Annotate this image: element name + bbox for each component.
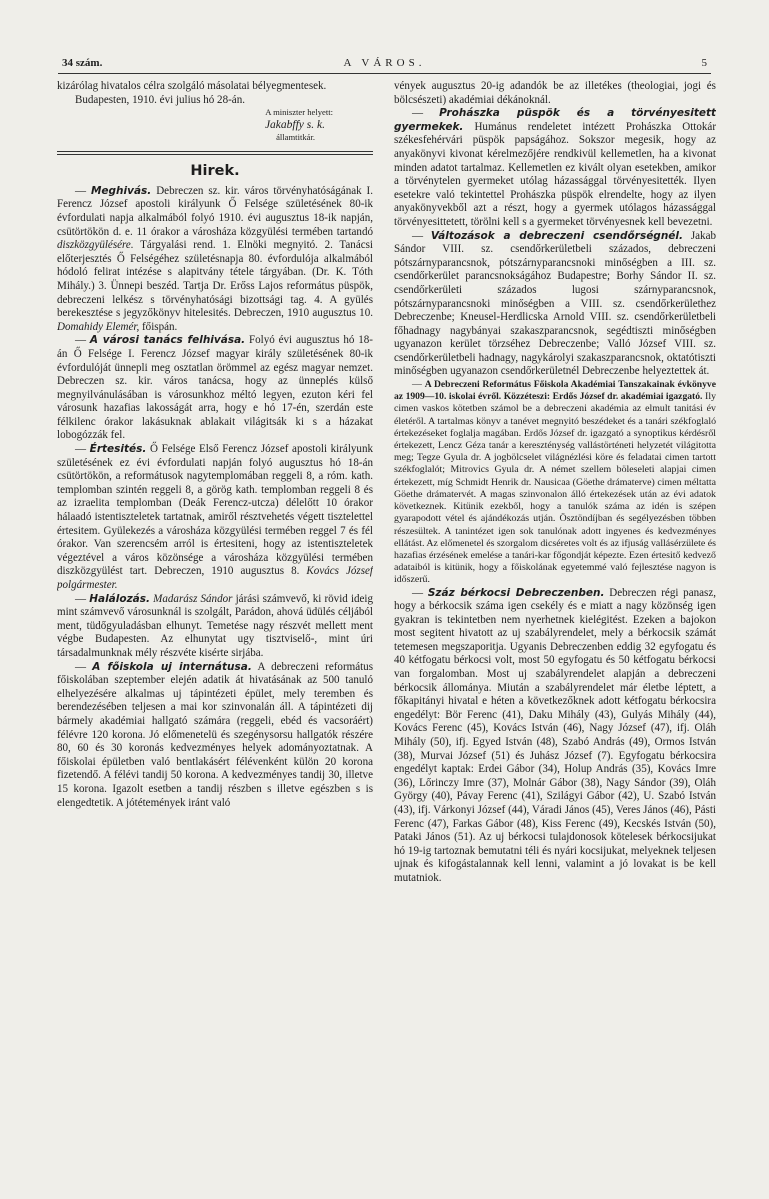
article-heading: A főiskola uj internátusa.: [92, 660, 252, 673]
article-signature: Kovács József polgármester.: [57, 565, 373, 591]
article-emphasis: diszközgyülésére.: [57, 239, 134, 252]
article-halalozas: — Halálozás. Madarász Sándor járási számvevő, ki rövid ideig mint számvevő városunknál is szolgált, Parádon, ahová üdülés céljából ment, tüdőgyuladásban elhunyt. Temetése nagy részvét mellett ment végbe Budapesten. Az elhunytat ugy tisztviselő-, mint úri társadalmunknak mély részvéte kisérte sirjába.: [57, 592, 373, 659]
article-meghivas: — Meghivás. Debreczen sz. kir. város törvényhatóságának I. Ferencz József apostoli királyunk Ő Felsége születésének 80-ik évfordulati napja alkalmából folyó 1910. évi augusztus 18-ik napján, csütörtökön d. e. 11 órakor a városháza közgyülési termében tartandó diszközgyülésére. Tárgyalási rend. 1. Elnöki megnyitó. 2. Tanácsi előterjesztés Ő Felségéhez születésnapja 80. évfordulója alkalmából hódoló felirat intézése s alapitvány tétele tárgyában. (Dr. K. Tóth Mihály.) 3. Ünnepi beszéd. Tartja Dr. Erőss Lajos református püspök, debreczeni lelkész s törvényhatósági bizottsági tag. 4. A gyülés berekesztése s jegyzőkönyv hitelesités. Debreczen, 1910 augusztus 10. Domahidy Elemér, főispán.: [57, 184, 373, 333]
article-heading: Meghivás.: [90, 184, 152, 197]
article-heading: Halálozás.: [89, 592, 151, 605]
paragraph: kizárólag hivatalos célra szolgáló másolatai bélyegmentesek.: [57, 80, 327, 92]
article-felhivas: — A városi tanács felhivása. Folyó évi augusztus hó 18-án Ő Felsége I. Ferencz József magyar király születésének 80-ik évfordulóját ünnepli meg osztatlan örömmel az egész magyar nemzet. Debreczen sz. kir. város tanácsa, hogy az ünneplés külső megnyilvánulásában is városunkhoz méltó legyen, ezuton kéri fel városunk hazafias lakosságát arra, hogy e hó 17-én, szerdán este félkilenc órakor lakásuknak ablakait világitsák ki s a házakat lobogózzák fel.: [57, 334, 373, 442]
article-foiskola: — A főiskola uj internátusa. A debreczeni református főiskolában szeptember elején adatik át hivatásának az 500 tanuló elhelyezésére alkalmas uj tápintézeti épület, mely teremben és berendezésében teljesen a mai kor szinvonalán áll. A tápintézeti dij bármely akadémiai hallgató számára (reggeli, ebéd és vacsoráért) félévre 120 korona. Jó előmenetelü és szegénysorsu hallgatók részére 80, 60 és 30 koronás kedvezményes helyek adományoztatnak. A főiskolai épületben való bentlakásért félévenként külön 20 korona fizetendő. A félévi tandij 50 korona. A kedvezményes tandij 30, illetve 15 korona. Igazolt esetben a tandij részben s illetve egészben s is elengedtetik. A jótétemények iránt való: [57, 660, 373, 809]
article-text: Ő Felsége Első Ferencz József apostoli királyunk születésének ez évi évfordulati napján folyó augusztus hó 18-án csütörtökön, a reformátusok nagytemplomában reggeli 8, a róm. kath. templomban szintén reggeli 8, a görög kath. templomban reggeli 8 és az izraelita templomban (Deák Ferencz-utcza) délelőtt 10 órakor hálaadó istentiszteletek tartatnak, amiről résztvehetés végett tisztelettel értesitem. Gyülekezés a városháza közgyülési termében reggel 7 és fél órakor. Van szerencsém arról is értesiteni, hogy az istentiszteletek végeztével a város közönsége a városháza közgyülési termében diszközgyülést tart. Debreczen, 1910 augusztus 8.: [57, 443, 373, 578]
article-text: Humánus rendeletet intézett Prohászka Ottokár székesfehérvári püspök papságához. Sokszor megesik, hogy az anyakönyvi kivonat kérelmezőjére rendkivül kellemetlen, ha a kivonat minden adatot tartalmaz. Kellemetlen ez kivált olyan esetekben, amikor a törvénytelen gyermeket utólag házassággal törvényesitették. Ilyen esetekre való tekintettel Prohászka püspök elrendelte, hogy az ilyen anyakönyvekből azt a részt, hogy a gyermek utólagos házassággal törvényesittetett, törölni kell s a gyermeket törvényesnek kell bevezetni.: [394, 120, 716, 228]
right-column: [394, 80, 716, 1190]
paragraph: vények augusztus 20-ig adandók be az illetékes (theologiai, jogi és bölcsészeti) akadémiai dékánoknál.: [394, 80, 716, 106]
newspaper-title: A VÁROS.: [343, 57, 426, 69]
article-prohaszka: — Prohászka püspök és a törvényesitett gyermekek. Humánus rendeletet intézett Prohászka Ottokár székesfehérvári püspök papságához. Sokszor megesik, hogy az anyakönyvi kivonat kérelmezőjére rendkivül kellemetlen, ha a kivonat minden adatot tartalmaz. Kellemetlen ez kivált olyan esetekben, amikor a törvénytelen gyermeket utólag házassággal törvényesitették. Ilyen esetekre való tekintettel Prohászka püspök elrendelte, hogy az ilyen anyakönyvekből azt a részt, hogy a gyermek utólagos házassággal törvényesittetett, törölni kell s a gyermeket törvényesnek kell bevezetni.: [394, 107, 716, 228]
article-text: Folyó évi augusztus hó 18-án Ő Felsége I. Ferencz József magyar király születésének 80-ik évfordulóját ünnepli meg osztatlan örömmel az egész magyar nemzet. Debreczen sz. kir. város tanácsa, hogy az ünneplés külső megnyilvánulásában is városunkhoz méltó legyen, ezuton kéri fel városunk hazafias lakosságát arra, hogy e hó 17-én, szerdán este félkilenc órakor lakásuknak ablakait világitsák ki s a házakat lobogózzák fel.: [57, 334, 373, 442]
signature-role: A miniszter helyett:: [265, 107, 333, 118]
article-signature-title: főispán.: [142, 320, 178, 333]
article-signature: Domahidy Elemér,: [57, 320, 140, 333]
signature-block: [57, 107, 373, 143]
article-ertesites: — Értesités. Ő Felsége Első Ferencz József apostoli királyunk születésének ez évi évfordulati napján folyó augusztus hó 18-án csütörtökön, a reformátusok nagytemplomában reggeli 8, a róm. kath. templomban szintén reggeli 8, a görög kath. templomban reggeli 8 és az izraelita templomban (Deák Ferencz-utcza) délelőtt 10 órakor hálaadó istentiszteletek tartatnak, amiről résztvehetés végett tisztelettel értesitem. Gyülekezés a városháza közgyülési termében reggel 7 és fél órakor. Van szerencsém arról is értesiteni, hogy az istentiszteletek végeztével a város közönsége a városháza közgyülési termében diszközgyülést tart. Debreczen, 1910 augusztus 8. Kovács József polgármester.: [57, 443, 373, 591]
signature-title: államtitkár.: [276, 132, 315, 143]
article-name: Madarász Sándor: [153, 592, 233, 605]
article-heading: Prohászka püspök és a törvényesitett gyermekek.: [394, 107, 716, 133]
article-heading: A városi tanács felhivása.: [89, 334, 246, 347]
article-text: Tárgyalási rend. 1. Elnöki megnyitó. 2. Tanácsi előterjesztés Ő Felségéhez születésnapja 80. évfordulója alkalmából hódoló felirat intézése s alapitvány tétele tárgyában. (Dr. K. Tóth Mihály.) 3. Ünnepi beszéd. Tartja Dr. Erőss Lajos református püspök, debreczeni lelkész s törvényhatósági bizottsági tag. 4. A gyülés berekesztése s jegyzőkönyv hitelesités. Debreczen, 1910 augusztus 10.: [57, 239, 373, 320]
article-valtozasok: — Változások a debreczeni csendőrségnél. Jakab Sándor VIII. sz. csendőrkerületbeli százados, debreczeni pótszárnyparancsnok, pótszárnyparancsnoki minőségben a III. sz. csendőrkerület parancsnokságához Budapestre; Borhy Sándor II. sz. csendőrkerületi százados lugosi szárnyparancsnok, pótszárnyparancsnoki minőségben a VIII. sz. csendőrkerülethez Debreczenbe; Kneusel-Herdlicska Arnold VIII. sz. csendőrkerületbeli főhadnagy nagybányai szakaszparancsnok, segédtiszti minőségben ugyanazon kerület törzséhez Debreczenbe; Valló József VIII. sz. csendőrkerületbeli hadnagy, nagykárolyi szakaszparancsnok, oktatótiszti minőségben ugyanazon csendőrkerületnél Debreczenbe helyeztettek át.: [394, 229, 716, 378]
article-text: Debreczen régi panasz, hogy a bérkocsik száma igen csekély és e miatt a nagy közönség igen gyakran is tekintetben nem nyerhetnek kielégitést. Ezeken a bajokon most segitent hivatott az uj szabályrendelet, mely a bérkocsik számát tetemesen megszaporitja. Ugyanis Debreczenben eddig 32 egyfogatu és 40 kétfogatu bérkocsi volt, most 50 egyfogatu és 50 kétfogatu bérkocsi van forgalomban. Most uj szabályrendelet alapján a debreczeni bérkocsik állománya. Miután a szabályrendelet már életbe léptett, a főkapitányi hivatal e héten a következőknek adott kétfogatu bérkocsira engedélyt: Bör Ferenc (41), Daku Mihály (43), Gulyás Mihály (44), Kovács Ferenc (45), Kovács István (46), Nagy József (47), ifj. Oláh Mihály (50), ifj. Egyed István (48), Szabó András (49), Ormos István (38), Murvai József (51) és Juhász József (7). Egyfogatu bérkocsira engedélyt kaptak: Erdei Gábor (34), Holup András (35), Kovács Imre (36), Lőrinczy Imre (37), Molnár Gábor (38), Nagy Sándor (39), Oláh György (40), Pávay Ferenc (41), Szilágyi Gábor (42), U. Szabó István (43), ifj. Várkonyi József (44), Váradi János (45), Veres János (46), Pásti Ferenc (47), Farkas Gábor (48), Kiss Ferenc (49), Kecskés István (50), Pataki János (51). Az uj bérkocsi tulajdonosok kötelesek bérkocsijukat hó 19-ig tartoznak bemutatni téli és nyári kocsijukat, melyeknek teljesen ujnak és kifogástalannak kell lenni, valamint a jó lovakat is be kell mutatniok.: [394, 586, 716, 884]
page-number-right: 5: [701, 57, 707, 69]
article-text: Jakab Sándor VIII. sz. csendőrkerületbeli százados, debreczeni pótszárnyparancsnok, pótszárnyparancsnoki minőségben a III. sz. csendőrkerület parancsnokságához Budapestre; Borhy Sándor II. sz. csendőrkerületi százados lugosi szárnyparancsnok, pótszárnyparancsnoki minőségben a VIII. sz. csendőrkerülethez Debreczenbe; Kneusel-Herdlicska Arnold VIII. sz. csendőrkerületbeli főhadnagy nagybányai szakaszparancsnok, segédtiszti minőségben ugyanazon kerület törzséhez Debreczenbe; Valló József VIII. sz. csendőrkerületbeli hadnagy, nagykárolyi szakaszparancsnok, oktatótiszti minőségben ugyanazon csendőrkerületnél Debreczenbe helyeztettek át.: [394, 229, 716, 378]
left-column: [57, 80, 373, 1190]
section-divider: [57, 151, 373, 155]
article-heading: A Debreczeni Református Főiskola Akadémiai Tanszakainak évkönyve az 1909—10. iskolai évről. Közzéteszi: Erdős József dr. akadémiai igazgató.: [394, 379, 716, 403]
header-rule: [58, 73, 711, 74]
article-text: A debreczeni református főiskolában szeptember elején adatik át hivatásának az 500 tanuló elhelyezésére alkalmas uj tápintézeti épület, mely teremben és berendezésében teljesen a mai kor szinvonalán áll. A tápintézeti dij bármely akadémiai hallgató számára (reggeli, ebéd és vacsoráért) félévre 120 korona. Jó előmenetelü és szegénysorsu hallgatók részére 80, 60 és 30 koronás kedvezményes helyek adományoztatnak. A főiskolai épületben való bentlakásért félévenként külön 20 korona fizetendő. A félévi tandij 50 korona. A kedvezményes tandij 30, illetve 15 korona. Igazolt esetben a tandij részben s illetve egészben s is elengedtetik. A jótétemények iránt való: [57, 660, 373, 809]
article-text: járási számvevő, ki rövid ideig mint számvevő városunknál is szolgált, Parádon, ahová üdülés céljából ment, tüdőgyuladásban elhunyt. Temetése nagy részvét mellett ment végbe Budapesten. Az elhunytat ugy tisztviselő-, mint úri társadalmunknak mély részvéte kisérte sirjába.: [57, 592, 373, 659]
page-number-left: 34 szám.: [62, 57, 103, 69]
article-heading: Változások a debreczeni csendőrségnél.: [430, 229, 684, 242]
article-szaz-berkocsi: — Száz bérkocsi Debreczenben. Debreczen régi panasz, hogy a bérkocsik száma igen csekély és e miatt a nagy közönség igen gyakran is tekintetben nem nyerhetnek kielégitést. Ezeken a bajokon most segitent hivatott az uj szabályrendelet, mely a bérkocsik számát tetemesen megszaporitja. Ugyanis Debreczenben eddig 32 egyfogatu és 40 kétfogatu bérkocsi volt, most 50 egyfogatu és 50 kétfogatu bérkocsi van forgalomban. Most uj szabályrendelet alapján a debreczeni bérkocsik állománya. Miután a szabályrendelet már életbe léptett, a főkapitányi hivatal e héten a következőknek adott kétfogatu bérkocsira engedélyt: Bör Ferenc (41), Daku Mihály (43), Gulyás Mihály (44), Kovács Ferenc (45), Kovács István (46), Nagy József (47), ifj. Oláh Mihály (50), ifj. Egyed István (48), Szabó András (49), Ormos István (38), Murvai József (51) és Juhász József (7). Egyfogatu bérkocsira engedélyt kaptak: Erdei Gábor (34), Holup András (35), Kovács Imre (36), Lőrinczy Imre (37), Molnár Gábor (38), Nagy Sándor (39), Oláh György (40), Pávay Ferenc (41), Szilágyi Gábor (42), U. Szabó István (43), ifj. Várkonyi József (44), Váradi János (45), Veres János (46), Pásti Ferenc (47), Farkas Gábor (48), Kiss Ferenc (49), Kecskés István (50), Pataki János (51). Az uj bérkocsi tulajdonosok kötelesek bérkocsijukat hó 19-ig tartoznak bemutatni téli és nyári kocsijukat, melyeknek teljesen ujnak és kifogástalannak kell lenni, valamint a jó lovakat is be kell mutatniok.: [394, 586, 716, 884]
article-heading: Száz bérkocsi Debreczenben.: [427, 586, 605, 599]
page-header: [62, 57, 707, 71]
article-heading: Értesités.: [89, 443, 147, 456]
article-text: Debreczen sz. kir. város törvényhatóságának I. Ferencz József apostoli királyunk Ő Felsége születésének 80-ik évfordulati napja alkalmából folyó 1910. évi augusztus 18-ik napján, csütörtökön d. e. 11 órakor a városháza közgyülési termében tartandó: [57, 184, 373, 238]
section-title: Hirek.: [190, 163, 240, 180]
signature-name: Jakabffy s. k.: [264, 119, 325, 132]
article-evkonyv: — A Debreczeni Református Főiskola Akadémiai Tanszakainak évkönyve az 1909—10. iskolai évről. Közzéteszi: Erdős József dr. akadémiai igazgató. Ily cimen vaskos kötetben számol be a debreczeni akadémia az elmult tanitási év életéről. A tartalmas könyv a tanévet megnyitó beszédeket és a tanári székfoglaló értekezéseket foglalja magában. Erdős József dr. igazgató a synoptikus kérdésről értekezett, Lencz Géza tanár a kereszténység vallástörténeti helyzetét világitotta meg; Tegze Gyula dr. A jogbölcselet világnézlési köre és feladatai cimen tartott székfoglalót; Mitrovics Gyula dr. A német szellem böleseleti alapjai cimen értekezett, míg Schmidt Henrik dr. Nausicaa (Göethe drámaterve) cimen méltatta Göethe drámatervét. A magas szinvonalon álló értekezések után az évi adatok következnek. Kitünik ezekből, hogy a tanulók száma az idén is szépen gyarapodott vétel és ajándékozás utján. Ösztöndíjban és segélyezésben többen részesültek. A tanintézet igen sok tanulónak adott ingyenes és kedvezményes ellátást. Az előmenetel és szorgalom dicséretes volt és az ifjuság vallásérzülete és hazafias érzésének emelése a tanári-kar főgondját képezte. Ezen értesitő kedvező adataiból is kitünik, hogy a főiskolának egyetemmé való fejlesztése nagyon is időszerű.: [394, 379, 716, 586]
article-text: Ily cimen vaskos kötetben számol be a debreczeni akadémia az elmult tanitási év életéről. A tartalmas könyv a tanévet megnyitó beszédeket és a tanári székfoglaló értekezéseket foglalja magában. Erdős József dr. igazgató a synoptikus kérdésről értekezett, Lencz Géza tanár a kereszténység vallástörténeti helyzetét világitotta meg; Tegze Gyula dr. A jogbölcselet világnézlési köre és feladatai cimen tartott székfoglalót; Mitrovics Gyula dr. A német szellem böleseleti alapjai cimen értekezett, míg Schmidt Henrik dr. Nausicaa (Göethe drámaterve) cimen méltatta Göethe drámatervét. A magas szinvonalon álló értekezések után az évi adatok következnek. Kitünik ezekből, hogy a tanulók száma az idén is szépen gyarapodott vétel és ajándékozás utján. Ösztöndíjban és segélyezésben többen részesültek. A tanintézet igen sok tanulónak adott ingyenes és kedvezményes ellátást. Az előmenetel és szorgalom dicséretes volt és az ifjuság vallásérzülete és hazafias érzésének emelése a tanári-kar főgondját képezte. Ezen értesitő kedvező adataiból is kitünik, hogy a főiskolának egyetemmé való fejlesztése nagyon is időszerű.: [394, 391, 716, 586]
paragraph: Budapesten, 1910. évi julius hó 28-án.: [75, 93, 245, 106]
